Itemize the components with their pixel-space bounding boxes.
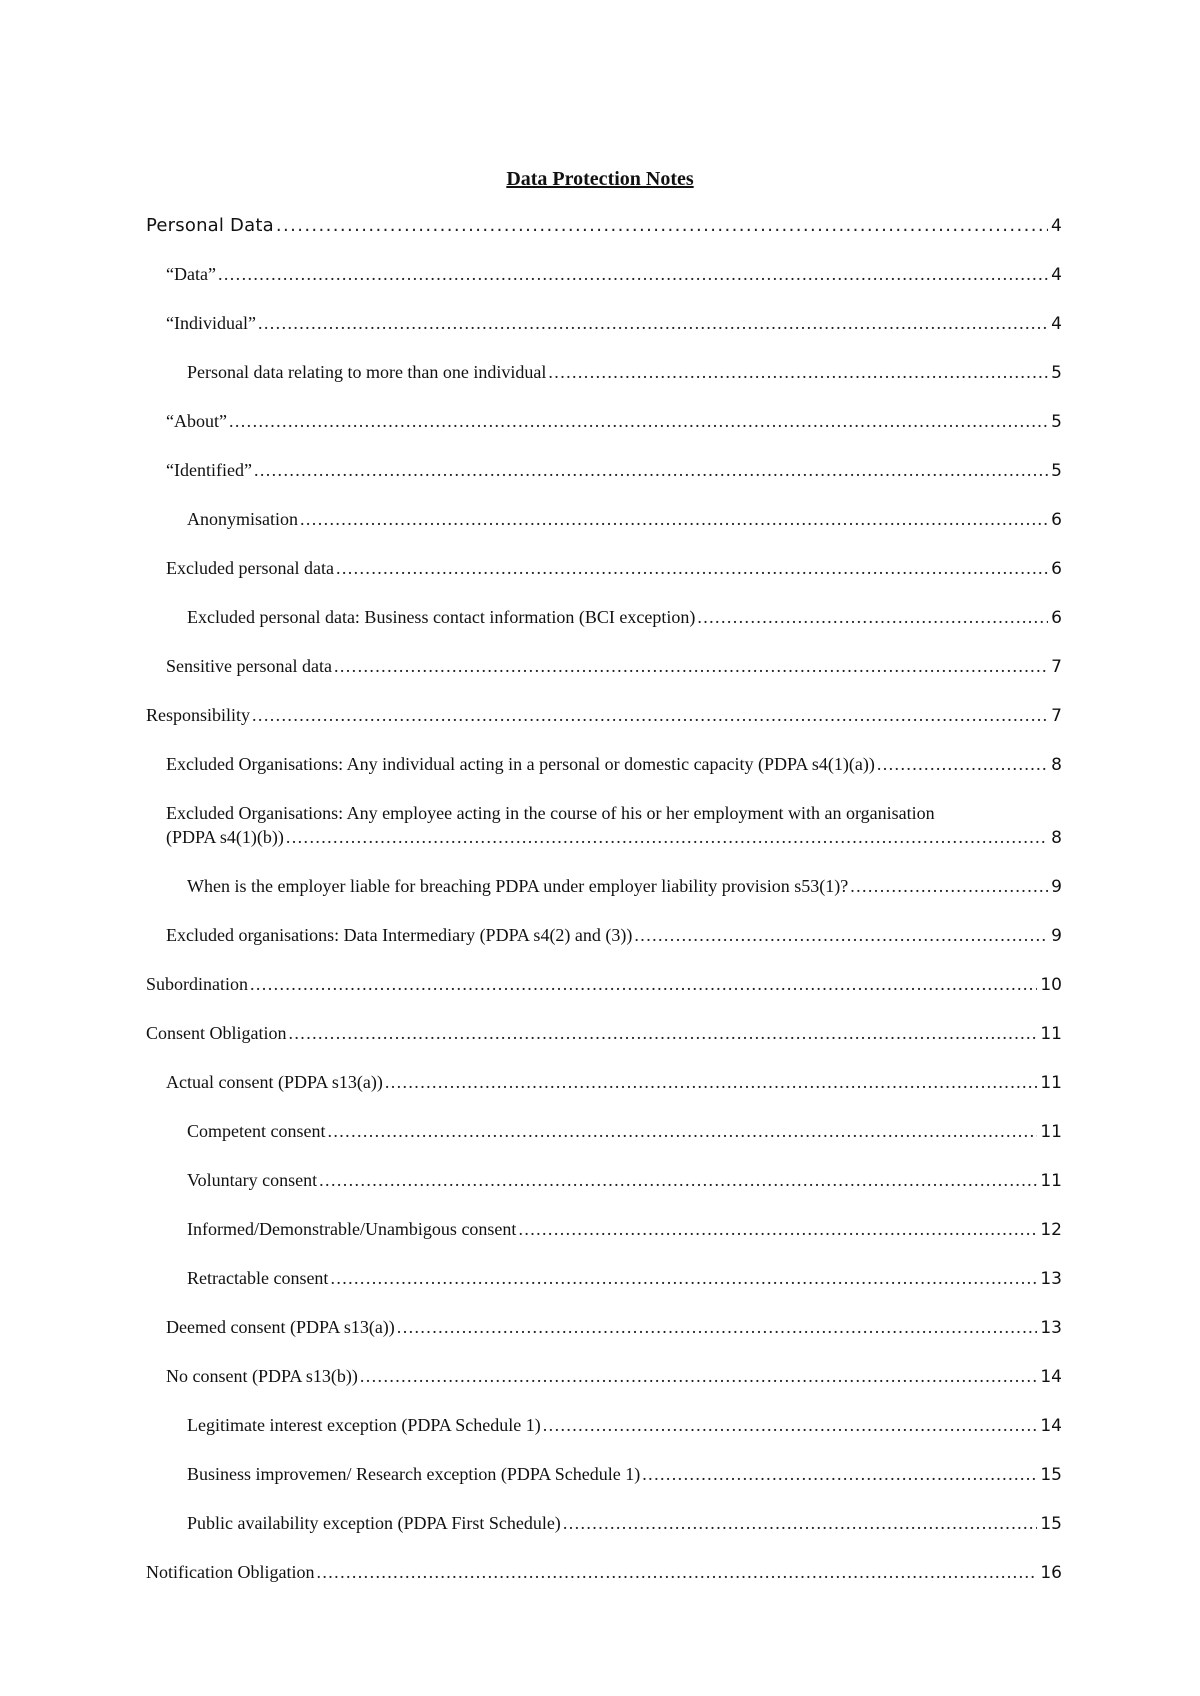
toc-entry-label: Public availability exception (PDPA First Schedule) bbox=[187, 1513, 561, 1533]
toc-page-number: 4 bbox=[1050, 216, 1062, 236]
dot-leader bbox=[385, 1070, 1038, 1094]
toc-entry[interactable] bbox=[166, 923, 1062, 948]
toc-entry-label: When is the employer liable for breaching PDPA under employer liability provision s53(1)? bbox=[187, 876, 849, 896]
toc-entry[interactable] bbox=[166, 1364, 1062, 1389]
toc-entry[interactable] bbox=[166, 262, 1062, 287]
toc-entry-label: Legitimate interest exception (PDPA Schedule 1) bbox=[187, 1415, 541, 1435]
toc-entry-label: Sensitive personal data bbox=[166, 656, 332, 676]
dot-leader bbox=[397, 1315, 1038, 1339]
toc-entry[interactable] bbox=[187, 1511, 1062, 1536]
toc-entry[interactable] bbox=[187, 360, 1062, 385]
dot-leader bbox=[634, 923, 1048, 947]
dot-leader bbox=[334, 654, 1048, 678]
toc-page-number: 10 bbox=[1040, 975, 1062, 995]
toc-entry[interactable] bbox=[166, 801, 1062, 850]
toc-page-number: 7 bbox=[1051, 706, 1062, 726]
toc-page-number: 6 bbox=[1051, 608, 1062, 628]
toc-page-number: 8 bbox=[1051, 828, 1062, 848]
dot-leader bbox=[276, 214, 1048, 238]
toc-page-number: 13 bbox=[1040, 1318, 1062, 1338]
dot-leader bbox=[327, 1119, 1037, 1143]
toc-page-number: 16 bbox=[1040, 1563, 1062, 1583]
toc-entry-label: Informed/Demonstrable/Unambigous consent bbox=[187, 1219, 517, 1239]
toc-entry-label: Excluded personal data bbox=[166, 558, 334, 578]
toc-page-number: 15 bbox=[1040, 1465, 1062, 1485]
dot-leader bbox=[850, 874, 1048, 898]
toc-entry-label: “Data” bbox=[166, 264, 216, 284]
dot-leader bbox=[229, 409, 1048, 433]
toc-entry-label: Business improvemen/ Research exception (PDPA Schedule 1) bbox=[187, 1464, 641, 1484]
dot-leader bbox=[642, 1462, 1037, 1486]
toc-entry[interactable] bbox=[166, 409, 1062, 434]
dot-leader bbox=[254, 458, 1048, 482]
toc-entry[interactable] bbox=[187, 507, 1062, 532]
toc-entry[interactable] bbox=[187, 1462, 1062, 1487]
toc-page-number: 8 bbox=[1051, 755, 1062, 775]
toc-page-number: 14 bbox=[1040, 1416, 1062, 1436]
toc-page-number: 6 bbox=[1051, 510, 1062, 530]
toc-page-number: 4 bbox=[1051, 265, 1062, 285]
dot-leader bbox=[286, 825, 1048, 849]
toc-page-number: 5 bbox=[1051, 412, 1062, 432]
toc-entry[interactable] bbox=[187, 605, 1062, 630]
toc-page-number: 11 bbox=[1040, 1122, 1062, 1142]
dot-leader bbox=[250, 972, 1037, 996]
table-of-contents bbox=[146, 214, 1062, 1609]
toc-entry[interactable] bbox=[146, 1560, 1062, 1585]
toc-page-number: 6 bbox=[1051, 559, 1062, 579]
toc-entry[interactable] bbox=[146, 703, 1062, 728]
toc-entry-label: Retractable consent bbox=[187, 1268, 329, 1288]
toc-entry-label: Excluded personal data: Business contact information (BCI exception) bbox=[187, 607, 696, 627]
toc-page-number: 11 bbox=[1040, 1073, 1062, 1093]
dot-leader bbox=[877, 752, 1048, 776]
dot-leader bbox=[258, 311, 1048, 335]
toc-page-number: 12 bbox=[1040, 1220, 1062, 1240]
toc-page-number: 11 bbox=[1040, 1024, 1062, 1044]
toc-page-number: 5 bbox=[1051, 461, 1062, 481]
toc-entry[interactable] bbox=[166, 752, 1062, 777]
toc-entry[interactable] bbox=[146, 214, 1062, 238]
dot-leader bbox=[336, 556, 1048, 580]
toc-entry[interactable] bbox=[166, 1070, 1062, 1095]
dot-leader bbox=[360, 1364, 1038, 1388]
toc-entry-label: “Individual” bbox=[166, 313, 256, 333]
toc-entry[interactable] bbox=[146, 972, 1062, 997]
toc-entry-label: Anonymisation bbox=[187, 509, 298, 529]
toc-entry[interactable] bbox=[166, 1315, 1062, 1340]
toc-entry-label-continued: (PDPA s4(1)(b)) bbox=[166, 827, 284, 847]
toc-entry-label: Responsibility bbox=[146, 705, 251, 725]
dot-leader bbox=[218, 262, 1048, 286]
dot-leader bbox=[697, 605, 1048, 629]
toc-entry-label: Excluded Organisations: Any individual acting in a personal or domestic capacity (PDPA s4(1)(a)) bbox=[166, 754, 875, 774]
toc-page-number: 4 bbox=[1051, 314, 1062, 334]
toc-entry[interactable] bbox=[146, 1021, 1062, 1046]
toc-entry[interactable] bbox=[187, 1413, 1062, 1438]
dot-leader bbox=[300, 507, 1048, 531]
dot-leader bbox=[319, 1168, 1037, 1192]
toc-entry-label: “About” bbox=[166, 411, 227, 431]
toc-page-number: 15 bbox=[1040, 1514, 1062, 1534]
toc-entry-label: Notification Obligation bbox=[146, 1562, 315, 1582]
toc-entry-label: Personal Data bbox=[146, 215, 274, 236]
toc-entry[interactable] bbox=[187, 1119, 1062, 1144]
dot-leader bbox=[316, 1560, 1037, 1584]
toc-entry[interactable] bbox=[166, 458, 1062, 483]
dot-leader bbox=[543, 1413, 1038, 1437]
toc-entry[interactable] bbox=[187, 874, 1062, 899]
toc-entry[interactable] bbox=[166, 556, 1062, 581]
toc-entry-label: Excluded organisations: Data Intermediary (PDPA s4(2) and (3)) bbox=[166, 925, 633, 945]
toc-entry-label: Consent Obligation bbox=[146, 1023, 287, 1043]
toc-page-number: 9 bbox=[1051, 877, 1062, 897]
toc-entry-label: Personal data relating to more than one individual bbox=[187, 362, 547, 382]
toc-page-number: 7 bbox=[1051, 657, 1062, 677]
dot-leader bbox=[330, 1266, 1037, 1290]
toc-page-number: 14 bbox=[1040, 1367, 1062, 1387]
toc-entry[interactable] bbox=[166, 311, 1062, 336]
toc-entry[interactable] bbox=[187, 1168, 1062, 1193]
toc-entry-label: No consent (PDPA s13(b)) bbox=[166, 1366, 358, 1386]
dot-leader bbox=[548, 360, 1048, 384]
toc-page-number: 9 bbox=[1051, 926, 1062, 946]
toc-entry-label: Subordination bbox=[146, 974, 248, 994]
toc-entry-label: Deemed consent (PDPA s13(a)) bbox=[166, 1317, 395, 1337]
toc-entry-label: Voluntary consent bbox=[187, 1170, 318, 1190]
toc-page-number: 13 bbox=[1040, 1269, 1062, 1289]
toc-entry[interactable] bbox=[187, 1217, 1062, 1242]
toc-entry-label: “Identified” bbox=[166, 460, 252, 480]
dot-leader bbox=[518, 1217, 1037, 1241]
toc-page-number: 5 bbox=[1051, 363, 1062, 383]
document-title: Data Protection Notes bbox=[506, 168, 694, 190]
dot-leader bbox=[289, 1021, 1038, 1045]
toc-entry-label: Excluded Organisations: Any employee acting in the course of his or her employment with an organisation bbox=[166, 803, 935, 823]
toc-entry-label: Competent consent bbox=[187, 1121, 326, 1141]
dot-leader bbox=[252, 703, 1048, 727]
toc-entry[interactable] bbox=[187, 1266, 1062, 1291]
toc-entry[interactable] bbox=[166, 654, 1062, 679]
toc-page-number: 11 bbox=[1040, 1171, 1062, 1191]
toc-entry-label: Actual consent (PDPA s13(a)) bbox=[166, 1072, 383, 1092]
dot-leader bbox=[563, 1511, 1038, 1535]
